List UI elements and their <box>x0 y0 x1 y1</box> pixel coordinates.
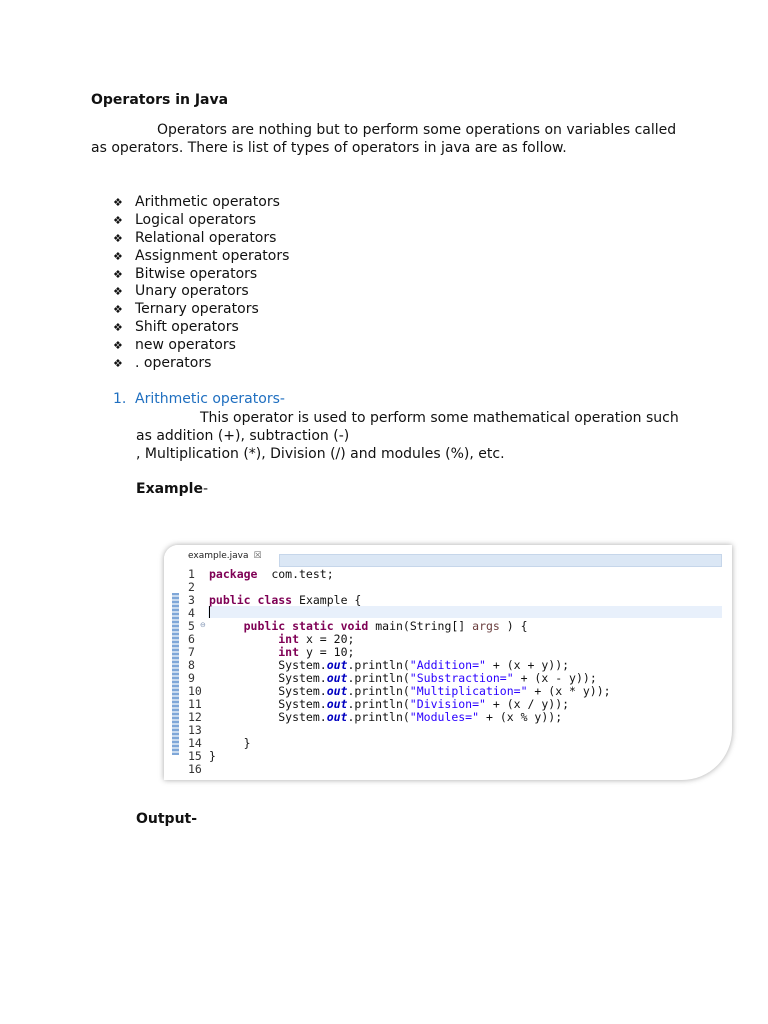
code-token: + (x * y)); <box>527 684 611 698</box>
bullet-icon: ❖ <box>113 339 123 353</box>
code-token: .println( <box>347 658 410 672</box>
code-token: + (x + y)); <box>485 658 570 672</box>
line-number: 9 <box>188 671 195 685</box>
code-line <box>188 750 611 763</box>
code-token: int <box>278 645 300 659</box>
list-item-label: Assignment operators <box>135 247 290 264</box>
section-description <box>136 409 696 463</box>
code-token: .println( <box>347 710 410 724</box>
list-item-label: Shift operators <box>135 319 239 336</box>
code-token: + (x - y)); <box>513 671 597 685</box>
code-token: .println( <box>347 671 410 685</box>
list-item-label: Unary operators <box>135 283 249 300</box>
code-token: public <box>209 593 251 607</box>
code-token: } <box>209 749 216 763</box>
tab-strip <box>279 554 722 567</box>
code-token: "Division=" <box>409 697 486 711</box>
code-token: out <box>326 671 348 685</box>
section-text-1: This operator is used to perform some mathematical operation such as addition (+), subtraction (-) <box>136 410 679 444</box>
code-token: ) { <box>499 619 528 633</box>
list-item <box>113 355 289 373</box>
section-number: 1. <box>113 391 127 407</box>
bullet-icon: ❖ <box>113 267 123 281</box>
code-token: y = 10; <box>299 645 355 659</box>
code-token: "Addition=" <box>409 658 486 672</box>
line-number: 16 <box>188 762 202 776</box>
example-label <box>136 481 208 497</box>
bullet-icon: ❖ <box>113 196 123 209</box>
list-item <box>113 337 289 355</box>
code-token <box>334 619 341 633</box>
list-item <box>113 248 289 266</box>
code-token: "Substraction=" <box>409 671 514 685</box>
code-token: } <box>209 736 251 750</box>
section-title: Arithmetic operators- <box>135 391 285 407</box>
bullet-icon: ❖ <box>113 285 123 299</box>
code-token: x = 20; <box>299 632 355 646</box>
output-label: Output- <box>136 811 198 827</box>
code-token: com.test; <box>257 567 334 581</box>
code-token: + (x % y)); <box>479 710 563 724</box>
list-item <box>113 266 289 284</box>
bullet-icon: ❖ <box>113 303 123 317</box>
code-token <box>209 645 278 659</box>
section-heading <box>113 391 285 407</box>
code-token: System. <box>209 710 327 724</box>
list-item-label: Bitwise operators <box>135 265 258 282</box>
code-token: out <box>326 710 348 724</box>
list-item <box>113 319 289 337</box>
code-token: main(String[] <box>368 619 473 633</box>
line-number: 7 <box>188 645 195 659</box>
line-number: 4 <box>188 606 195 620</box>
bullet-icon: ❖ <box>113 249 123 263</box>
bullet-icon: ❖ <box>113 231 123 245</box>
list-item <box>113 212 289 230</box>
line-number: 5 <box>188 619 195 633</box>
fold-icon: ⊖ <box>200 621 206 629</box>
code-block <box>188 568 611 776</box>
close-icon: ☒ <box>253 551 262 561</box>
editor-tab <box>188 551 262 561</box>
code-line <box>188 737 611 750</box>
code-token: out <box>326 697 348 711</box>
code-token: System. <box>209 697 327 711</box>
code-token: out <box>326 684 348 698</box>
code-token: Example { <box>292 593 362 607</box>
line-number: 8 <box>188 658 195 672</box>
section-text-2: , Multiplication (*), Division (/) and modules (%), etc. <box>136 446 505 462</box>
bullet-icon: ❖ <box>113 213 123 227</box>
line-number: 11 <box>188 697 202 711</box>
code-line <box>188 594 611 607</box>
code-token: "Modules=" <box>409 710 480 724</box>
code-token: + (x / y)); <box>485 697 570 711</box>
code-line <box>188 724 611 737</box>
list-item <box>113 283 289 301</box>
list-item-label: . operators <box>135 355 212 372</box>
line-number: 13 <box>188 723 202 737</box>
editor-ruler <box>172 593 179 755</box>
code-token: int <box>278 632 300 646</box>
code-token <box>209 632 278 646</box>
code-screenshot <box>164 545 732 780</box>
list-item <box>113 194 289 212</box>
list-item-label: Arithmetic operators <box>135 194 280 210</box>
code-token: out <box>326 658 348 672</box>
code-token: System. <box>209 684 327 698</box>
line-number: 3 <box>188 593 195 607</box>
code-line <box>188 763 611 776</box>
list-item <box>113 301 289 319</box>
code-token <box>209 619 244 633</box>
code-token: System. <box>209 658 327 672</box>
intro-paragraph <box>91 121 691 157</box>
intro-text: Operators are nothing but to perform some operations on variables called as operators. There is list of types of operators in java are as follow. <box>91 122 677 156</box>
code-token: class <box>257 593 293 607</box>
list-item <box>113 230 289 248</box>
operator-type-list <box>113 194 289 373</box>
code-token: System. <box>209 671 327 685</box>
code-line <box>188 568 611 581</box>
code-token: "Multiplication=" <box>409 684 528 698</box>
bullet-icon: ❖ <box>113 321 123 335</box>
code-token: static <box>292 619 334 633</box>
code-token: args <box>472 619 500 633</box>
line-number: 12 <box>188 710 202 724</box>
editor-tab-bar <box>164 545 732 566</box>
bullet-icon: ❖ <box>113 357 123 371</box>
list-item-label: new operators <box>135 337 236 354</box>
example-label-suffix: - <box>202 481 209 497</box>
list-item-label: Ternary operators <box>135 301 259 318</box>
code-token: .println( <box>347 697 410 711</box>
line-number: 10 <box>188 684 202 698</box>
list-item-label: Relational operators <box>135 229 277 246</box>
line-number: 6 <box>188 632 195 646</box>
example-label-text: Example <box>136 481 203 497</box>
code-token: void <box>340 619 369 633</box>
line-number: 1 <box>188 567 195 581</box>
editor-tab-name: example.java <box>188 551 249 561</box>
code-token: package <box>209 567 258 581</box>
page-title: Operators in Java <box>91 92 229 108</box>
code-line <box>188 711 611 724</box>
code-token: .println( <box>347 684 410 698</box>
line-number: 2 <box>188 580 195 594</box>
line-number: 14 <box>188 736 202 750</box>
line-number: 15 <box>188 749 202 763</box>
code-token: public <box>243 619 286 633</box>
list-item-label: Logical operators <box>135 211 257 228</box>
